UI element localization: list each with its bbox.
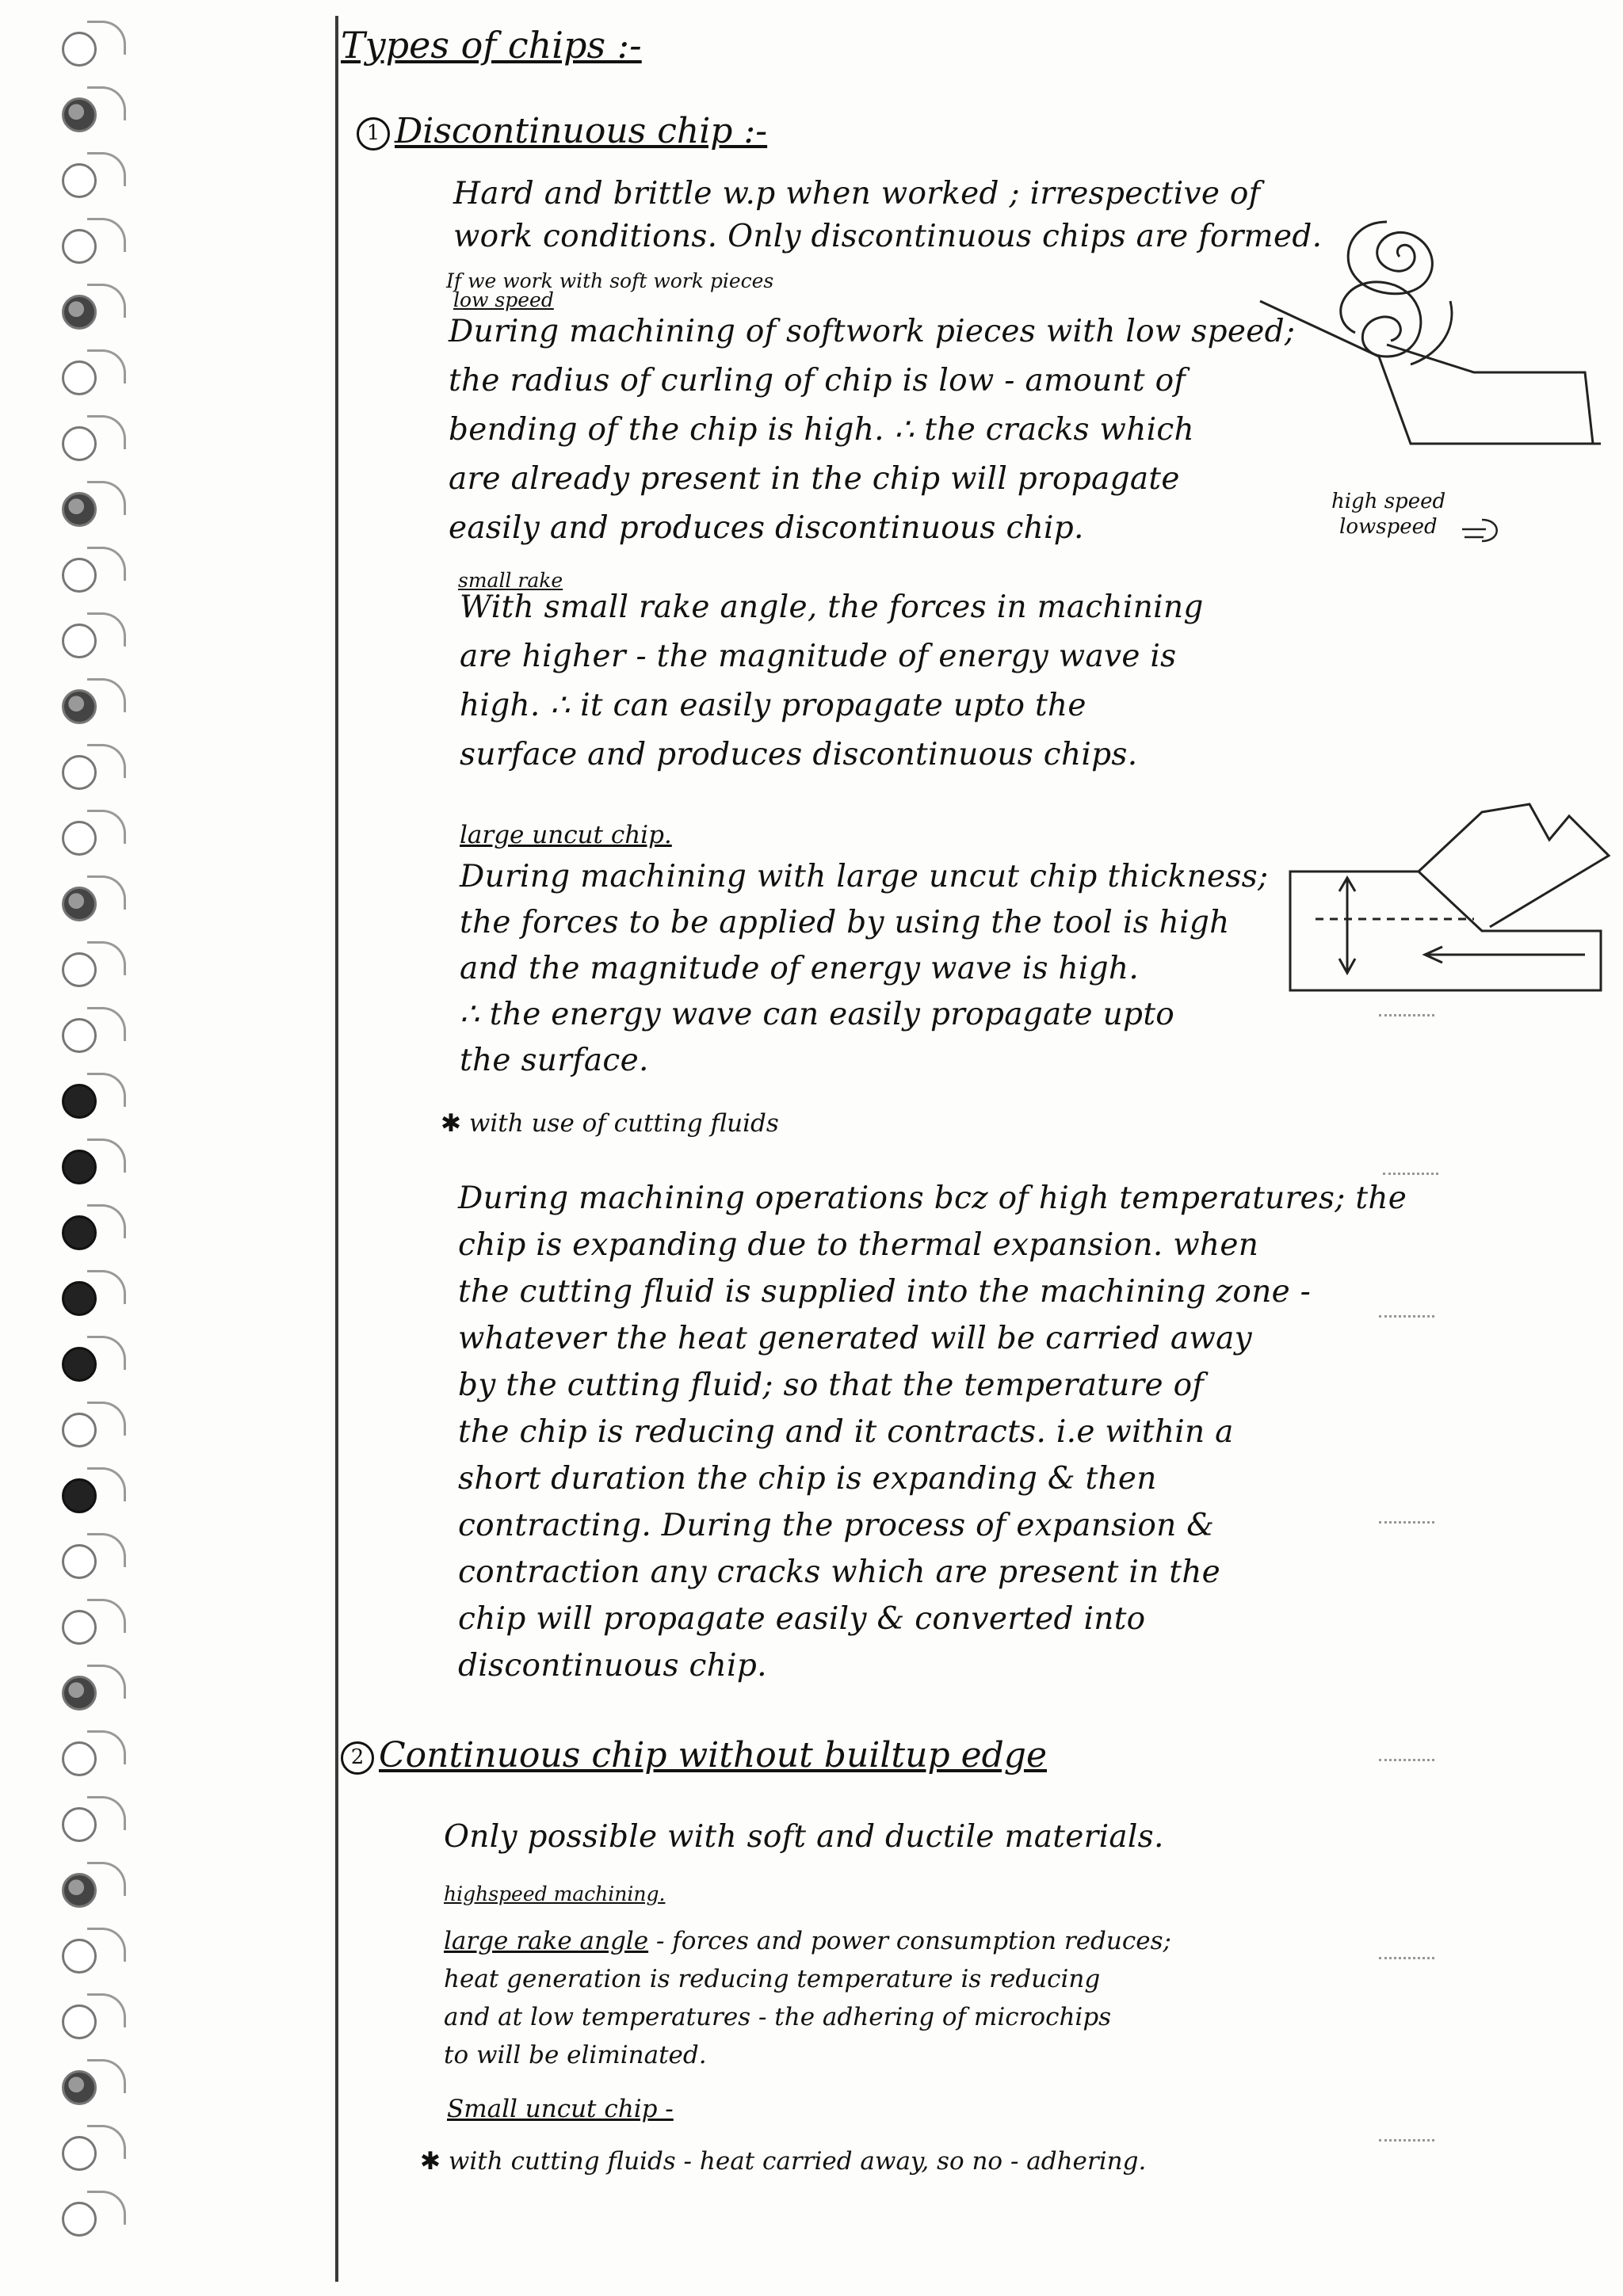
label-smallrake: small rake bbox=[458, 569, 563, 592]
largeuncut-line-2: the forces to be applied by using the tool is high bbox=[460, 905, 1230, 940]
section-1-number: 1 bbox=[357, 117, 390, 151]
binding-ring bbox=[87, 481, 126, 515]
s2-star-text: with cutting fluids - heat carried away, so no - adhering. bbox=[448, 2147, 1147, 2176]
section-2-number: 2 bbox=[341, 1741, 374, 1775]
scan-smudge bbox=[1379, 1014, 1434, 1024]
depth-arrow bbox=[1339, 878, 1355, 973]
fluid-line-1: During machining operations bcz of high temperatures; the bbox=[458, 1180, 1407, 1216]
lowspeed-line-2: the radius of curling of chip is low - amount of bbox=[449, 363, 1186, 399]
fluid-line-3: the cutting fluid is supplied into the machining zone - bbox=[458, 1274, 1312, 1310]
label-low-speed: lowspeed bbox=[1339, 515, 1438, 539]
label-largerake: large rake angle bbox=[444, 1927, 649, 1955]
margin-line bbox=[335, 16, 338, 2282]
uncut-thickness-diagram bbox=[1284, 792, 1617, 998]
binding-ring bbox=[87, 810, 126, 844]
section-1-title: Discontinuous chip :- bbox=[395, 111, 768, 151]
binding-ring bbox=[87, 1993, 126, 2027]
section-1-heading bbox=[357, 111, 767, 151]
section-2-title: Continuous chip without builtup edge bbox=[379, 1735, 1048, 1775]
lowspeed-line-5: easily and produces discontinuous chip. bbox=[449, 510, 1084, 546]
binding-ring bbox=[87, 218, 126, 252]
scan-smudge bbox=[1379, 1521, 1434, 1531]
fluid-line-2: chip is expanding due to thermal expansion. when bbox=[458, 1227, 1259, 1263]
smallrake-line-2: are higher - the magnitude of energy wave is bbox=[460, 639, 1177, 674]
scan-smudge bbox=[1379, 2139, 1434, 2149]
binding-ring bbox=[87, 744, 126, 778]
binding-ring bbox=[87, 678, 126, 712]
binding-ring bbox=[87, 21, 126, 55]
largerake-line-4: to will be eliminated. bbox=[444, 2041, 707, 2069]
binding-ring bbox=[87, 547, 126, 581]
binding-ring bbox=[87, 349, 126, 383]
star-cutting-fluids bbox=[441, 1109, 779, 1138]
s1-note-soft: If we work with soft work pieces bbox=[446, 269, 774, 292]
smallrake-line-1: With small rake angle, the forces in machining bbox=[460, 589, 1204, 625]
fluid-line-10: chip will propagate easily & converted into bbox=[458, 1601, 1146, 1637]
binding-ring bbox=[87, 415, 126, 449]
s1-intro-2: work conditions. Only discontinuous chips are formed. bbox=[453, 219, 1323, 254]
label-smalluncut: Small uncut chip - bbox=[447, 2095, 674, 2123]
lowspeed-line-3: bending of the chip is high. ∴ the cracks which bbox=[449, 412, 1194, 448]
binding-ring bbox=[87, 1928, 126, 1962]
binding-ring bbox=[87, 1402, 126, 1436]
lowspeed-line-4: are already present in the chip will propagate bbox=[449, 461, 1180, 497]
s1-intro-1: Hard and brittle w.p when worked ; irrespective of bbox=[453, 176, 1261, 212]
fluid-line-7: short duration the chip is expanding & then bbox=[458, 1461, 1157, 1497]
binding-ring bbox=[87, 1533, 126, 1567]
binding-ring bbox=[87, 152, 126, 186]
largeuncut-line-4: ∴ the energy wave can easily propagate upto bbox=[460, 997, 1175, 1032]
largerake-line-2: heat generation is reducing temperature is reducing bbox=[444, 1965, 1101, 1993]
scan-smudge bbox=[1379, 1315, 1434, 1325]
binding-ring bbox=[87, 1073, 126, 1107]
binding-ring bbox=[87, 1270, 126, 1304]
binding-ring bbox=[87, 1204, 126, 1238]
label-largeuncut: large uncut chip. bbox=[460, 821, 672, 849]
binding-ring bbox=[87, 612, 126, 646]
binding-ring bbox=[87, 86, 126, 120]
label-highspeed: highspeed machining. bbox=[444, 1882, 666, 1905]
asterisk-icon-2: ✱ bbox=[420, 2147, 449, 2176]
binding-ring bbox=[87, 1665, 126, 1699]
binding-ring bbox=[87, 284, 126, 318]
s2-intro: Only possible with soft and ductile materials. bbox=[444, 1819, 1164, 1855]
binding-ring bbox=[87, 1336, 126, 1370]
s2-star-line bbox=[420, 2147, 1146, 2176]
binding-ring bbox=[87, 941, 126, 975]
fluid-line-5: by the cutting fluid; so that the temperature of bbox=[458, 1367, 1205, 1403]
binding-ring bbox=[87, 875, 126, 910]
binding-ring bbox=[87, 1138, 126, 1173]
binding-ring bbox=[87, 1730, 126, 1764]
largeuncut-line-5: the surface. bbox=[460, 1043, 649, 1078]
largeuncut-line-3: and the magnitude of energy wave is high. bbox=[460, 951, 1140, 986]
binding-ring bbox=[87, 2059, 126, 2093]
asterisk-icon: ✱ bbox=[441, 1109, 469, 1138]
smallrake-line-3: high. ∴ it can easily propagate upto the bbox=[460, 688, 1086, 723]
chip-curl-diagram bbox=[1252, 174, 1601, 460]
fluid-line-6: the chip is reducing and it contracts. i.e within a bbox=[458, 1414, 1234, 1450]
binding-ring bbox=[87, 1007, 126, 1041]
feed-arrow bbox=[1425, 947, 1585, 963]
label-lowspeed: low speed bbox=[453, 288, 554, 311]
scan-smudge bbox=[1379, 1759, 1434, 1769]
binding-ring bbox=[87, 1599, 126, 1633]
scan-smudge bbox=[1383, 1173, 1438, 1183]
spiral-binding bbox=[38, 32, 141, 2282]
page-title: Types of chips :- bbox=[341, 24, 642, 67]
tool-face bbox=[1387, 345, 1593, 444]
star-label: with use of cutting fluids bbox=[468, 1109, 779, 1138]
fluid-line-4: whatever the heat generated will be carried away bbox=[458, 1321, 1252, 1356]
largeuncut-line-1: During machining with large uncut chip thickness; bbox=[460, 859, 1269, 894]
lowspeed-line-1: During machining of softwork pieces with low speed; bbox=[449, 314, 1296, 349]
small-curl-icon bbox=[1458, 513, 1506, 545]
largerake-text-1: - forces and power consumption reduces; bbox=[655, 1927, 1171, 1955]
scan-smudge bbox=[1379, 1957, 1434, 1967]
binding-ring bbox=[87, 2191, 126, 2225]
largerake-line-1 bbox=[444, 1927, 1171, 1955]
binding-ring bbox=[87, 1796, 126, 1830]
binding-ring bbox=[87, 1862, 126, 1896]
smallrake-line-4: surface and produces discontinuous chips. bbox=[460, 737, 1138, 772]
tool-body bbox=[1419, 804, 1609, 927]
binding-ring bbox=[87, 2125, 126, 2159]
fluid-line-9: contraction any cracks which are present in the bbox=[458, 1554, 1221, 1590]
largerake-line-3: and at low temperatures - the adhering of microchips bbox=[444, 2003, 1112, 2031]
binding-ring bbox=[87, 1467, 126, 1501]
label-high-speed: high speed bbox=[1331, 490, 1446, 513]
fluid-line-11: discontinuous chip. bbox=[458, 1648, 767, 1684]
section-2-heading bbox=[341, 1735, 1047, 1775]
fluid-line-8: contracting. During the process of expansion & bbox=[458, 1508, 1215, 1543]
